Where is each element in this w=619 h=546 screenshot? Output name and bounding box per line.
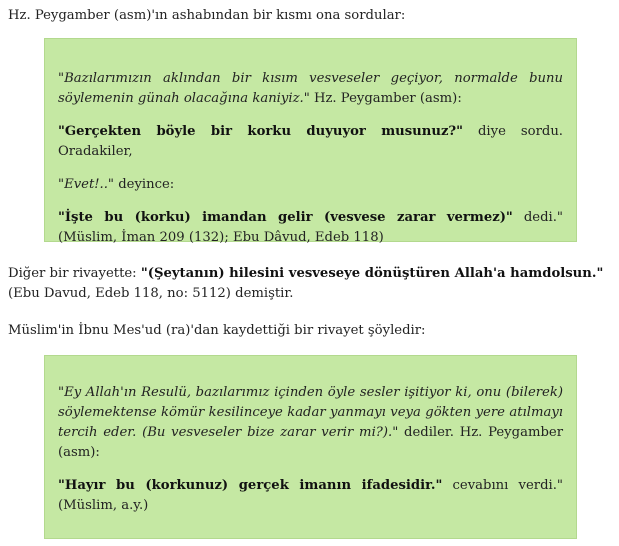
quote-box-2-para-1 [58, 383, 563, 463]
narration-text: dediler. Hz. Peygamber (asm): [58, 425, 563, 460]
intro-text: Hz. Peygamber (asm)'ın ashabından bir kısmı ona sordular: [8, 8, 406, 23]
rivayet-source: (Ebu Davud, Edeb 118, no: 5112) demiştir. [8, 286, 294, 301]
prophet-answer: "Hayır bu (korkunuz) gerçek imanın ifadesidir." [58, 478, 443, 493]
quote-box-2-para-2 [58, 476, 563, 516]
source-reference: dedi." (Müslim, İman 209 (132); Ebu Dâvud, Edeb 118) [58, 210, 563, 245]
source-reference: cevabını verdi." (Müslim, a.y.) [58, 478, 564, 513]
quote-box-1-para-3 [58, 175, 563, 195]
rivayet-quote: "(Şeytanın) hilesini vesveseye dönüştüren Allah'a hamdolsun." [140, 266, 604, 281]
quote-box-1 [44, 38, 577, 245]
quote-text: "Evet!.." [58, 177, 114, 192]
narration-text: Hz. Peygamber (asm): [309, 91, 462, 106]
quote-text: "Ey Allah'ın Resulü, bazılarımız içinden öyle sesler işitiyor ki, onu (bilerek) söylemektense kömür kesilinceye kadar yanmayı veya gökten yere atılmayı tercih eder. (Bu vesveseler bize zarar verir mi?)." [58, 385, 563, 440]
quote-box-1-para-1 [58, 69, 563, 109]
narration-text: diye sordu. Oradakiler, [58, 124, 563, 159]
rivayet-paragraph [8, 264, 613, 304]
prophet-question: "Gerçekten böyle bir korku duyuyor musunuz?" [58, 124, 464, 139]
quote-text: "Bazılarımızın aklından bir kısım vesveseler geçiyor, normalde bunu söylemenin günah olacağına kaniyiz." [58, 71, 563, 106]
quote-box-1-para-2 [58, 122, 563, 162]
prophet-answer: "İşte bu (korku) imandan gelir (vesvese zarar vermez)" [58, 210, 513, 225]
rivayet-lead: Diğer bir rivayette: [8, 266, 141, 281]
quote-box-2 [44, 355, 577, 539]
narration-text: deyince: [114, 177, 175, 192]
quote-box-1-para-4 [58, 208, 563, 248]
muslim-intro-text: Müslim'in İbnu Mes'ud (ra)'dan kaydettiği bir rivayet şöyledir: [8, 323, 426, 338]
